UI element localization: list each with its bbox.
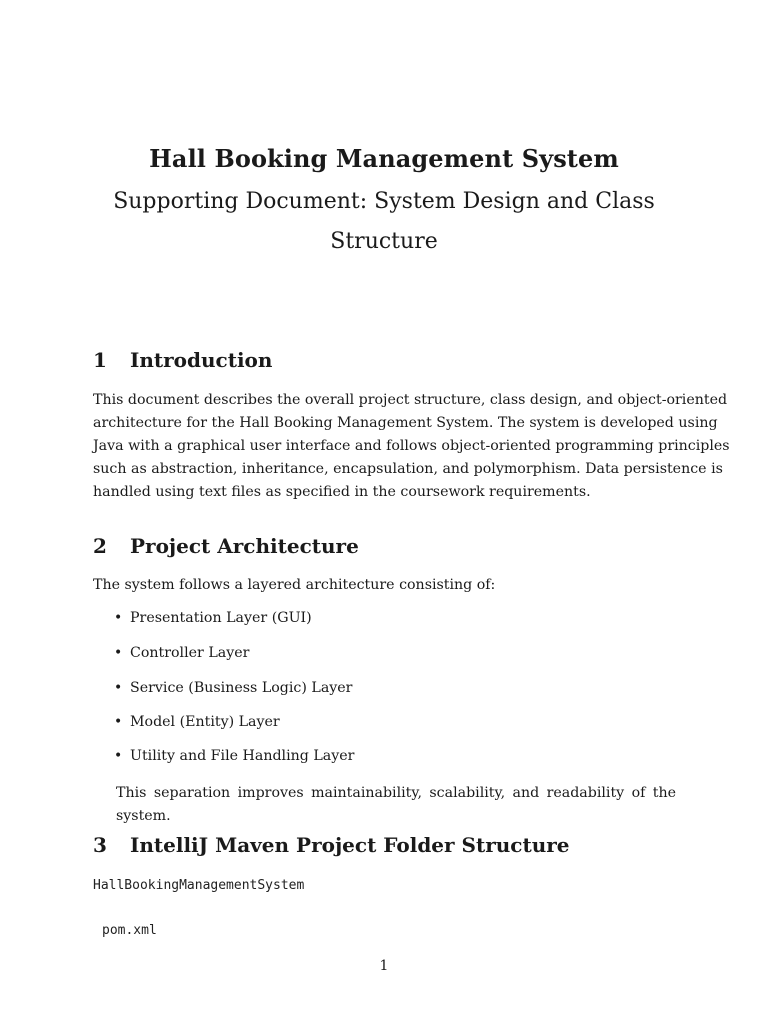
paragraph-line: This document describes the overall project structure, class design, and object-oriented bbox=[93, 392, 728, 408]
subtitle-line: Structure bbox=[330, 229, 438, 254]
bullet-icon: • bbox=[114, 680, 123, 696]
list-item bbox=[114, 714, 280, 730]
list-item-text: Controller Layer bbox=[130, 645, 250, 661]
paragraph-line: Java with a graphical user interface and follows object-oriented programming principles bbox=[93, 438, 730, 454]
paragraph-line: such as abstraction, inheritance, encapsulation, and polymorphism. Data persistence is bbox=[93, 461, 723, 477]
bullet-icon: • bbox=[114, 714, 123, 730]
subtitle-line: Supporting Document: System Design and Class bbox=[113, 189, 655, 214]
section-number: 2 bbox=[93, 534, 107, 558]
introduction-paragraph bbox=[93, 389, 730, 504]
document-title: Hall Booking Management System bbox=[149, 144, 619, 173]
architecture-closing: This separation improves maintainability, scalability, and readability of the system. bbox=[116, 785, 676, 824]
paragraph-line: architecture for the Hall Booking Management System. The system is developed using bbox=[93, 415, 718, 431]
list-item-text: Presentation Layer (GUI) bbox=[130, 610, 312, 626]
document-subtitle bbox=[110, 182, 658, 262]
list-item-text: Model (Entity) Layer bbox=[130, 714, 280, 730]
list-item bbox=[114, 610, 312, 626]
list-item bbox=[114, 748, 354, 764]
section-heading-introduction bbox=[93, 348, 272, 372]
bullet-icon: • bbox=[114, 610, 123, 626]
section-title: IntelliJ Maven Project Folder Structure bbox=[130, 833, 570, 857]
section-heading-project-architecture bbox=[93, 534, 359, 558]
list-item-text: Service (Business Logic) Layer bbox=[130, 680, 353, 696]
section-heading-folder-structure bbox=[93, 833, 570, 857]
bullet-icon: • bbox=[114, 748, 123, 764]
section-title: Introduction bbox=[130, 348, 273, 372]
architecture-intro: The system follows a layered architecture consisting of: bbox=[93, 577, 496, 593]
section-title: Project Architecture bbox=[130, 534, 359, 558]
tree-root: HallBookingManagementSystem bbox=[93, 878, 305, 893]
tree-file-pom: pom.xml bbox=[102, 923, 157, 938]
list-item bbox=[114, 680, 352, 696]
section-number: 1 bbox=[93, 348, 107, 372]
list-item bbox=[114, 645, 249, 661]
paragraph-line: handled using text files as specified in the coursework requirements. bbox=[93, 484, 591, 500]
page-number: 1 bbox=[379, 958, 389, 974]
section-number: 3 bbox=[93, 833, 107, 857]
bullet-icon: • bbox=[114, 645, 123, 661]
list-item-text: Utility and File Handling Layer bbox=[130, 748, 355, 764]
